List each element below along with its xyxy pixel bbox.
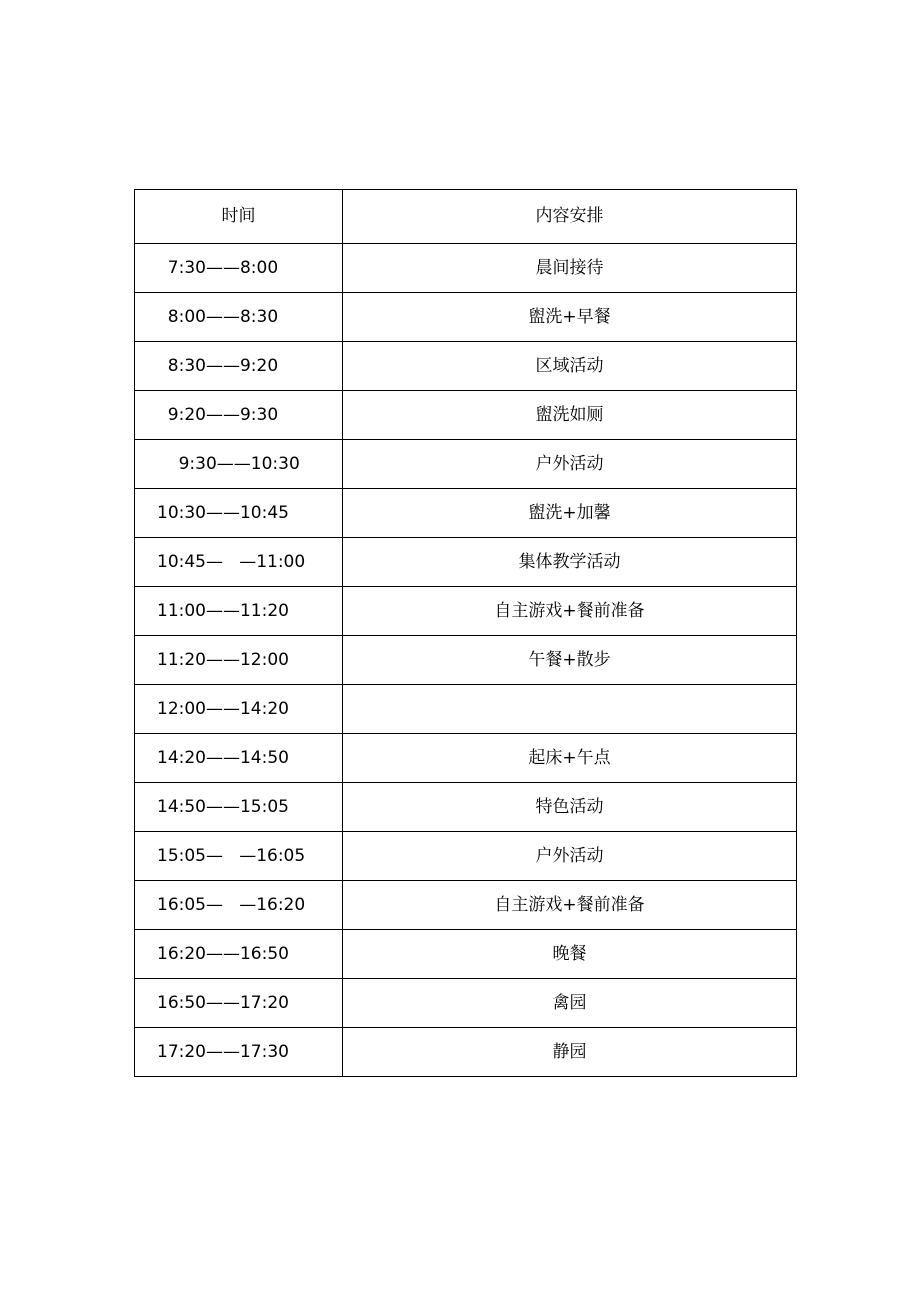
time-cell: 12:00——14:20: [135, 685, 343, 734]
time-cell: 17:20——17:30: [135, 1028, 343, 1077]
content-cell: 区域活动: [343, 342, 797, 391]
content-cell: 盥洗+加馨: [343, 489, 797, 538]
content-cell: 晚餐: [343, 930, 797, 979]
header-row: [135, 190, 797, 244]
table-row: [135, 244, 797, 293]
content-cell: [343, 685, 797, 734]
time-cell: 16:05— —16:20: [135, 881, 343, 930]
time-cell: 16:50——17:20: [135, 979, 343, 1028]
table-row: [135, 587, 797, 636]
table-row: [135, 979, 797, 1028]
table-row: [135, 685, 797, 734]
table-row: [135, 1028, 797, 1077]
table-row: [135, 342, 797, 391]
header-content: 内容安排: [343, 190, 797, 244]
time-cell: 14:50——15:05: [135, 783, 343, 832]
content-cell: 静园: [343, 1028, 797, 1077]
table-row: [135, 881, 797, 930]
content-cell: 禽园: [343, 979, 797, 1028]
content-cell: 户外活动: [343, 832, 797, 881]
table-row: [135, 538, 797, 587]
time-cell: 8:30——9:20: [135, 342, 343, 391]
table-row: [135, 832, 797, 881]
time-cell: 14:20——14:50: [135, 734, 343, 783]
content-cell: 集体教学活动: [343, 538, 797, 587]
content-cell: 户外活动: [343, 440, 797, 489]
content-cell: 自主游戏+餐前准备: [343, 587, 797, 636]
time-cell: 16:20——16:50: [135, 930, 343, 979]
content-cell: 盥洗如厕: [343, 391, 797, 440]
table-row: [135, 440, 797, 489]
table-row: [135, 489, 797, 538]
header-time: 时间: [135, 190, 343, 244]
time-cell: 7:30——8:00: [135, 244, 343, 293]
time-cell: 11:20——12:00: [135, 636, 343, 685]
time-cell: 11:00——11:20: [135, 587, 343, 636]
time-cell: 9:20——9:30: [135, 391, 343, 440]
content-cell: 盥洗+早餐: [343, 293, 797, 342]
schedule-table: [134, 189, 797, 1077]
content-cell: 起床+午点: [343, 734, 797, 783]
content-cell: 午餐+散步: [343, 636, 797, 685]
table-row: [135, 391, 797, 440]
table-row: [135, 783, 797, 832]
time-cell: 15:05— —16:05: [135, 832, 343, 881]
content-cell: 特色活动: [343, 783, 797, 832]
table-row: [135, 734, 797, 783]
table-row: [135, 930, 797, 979]
time-cell: 9:30——10:30: [135, 440, 343, 489]
content-cell: 晨间接待: [343, 244, 797, 293]
table-row: [135, 636, 797, 685]
schedule-header: [135, 190, 797, 244]
schedule-body: [135, 244, 797, 1077]
time-cell: 8:00——8:30: [135, 293, 343, 342]
time-cell: 10:30——10:45: [135, 489, 343, 538]
content-cell: 自主游戏+餐前准备: [343, 881, 797, 930]
time-cell: 10:45— —11:00: [135, 538, 343, 587]
table-row: [135, 293, 797, 342]
